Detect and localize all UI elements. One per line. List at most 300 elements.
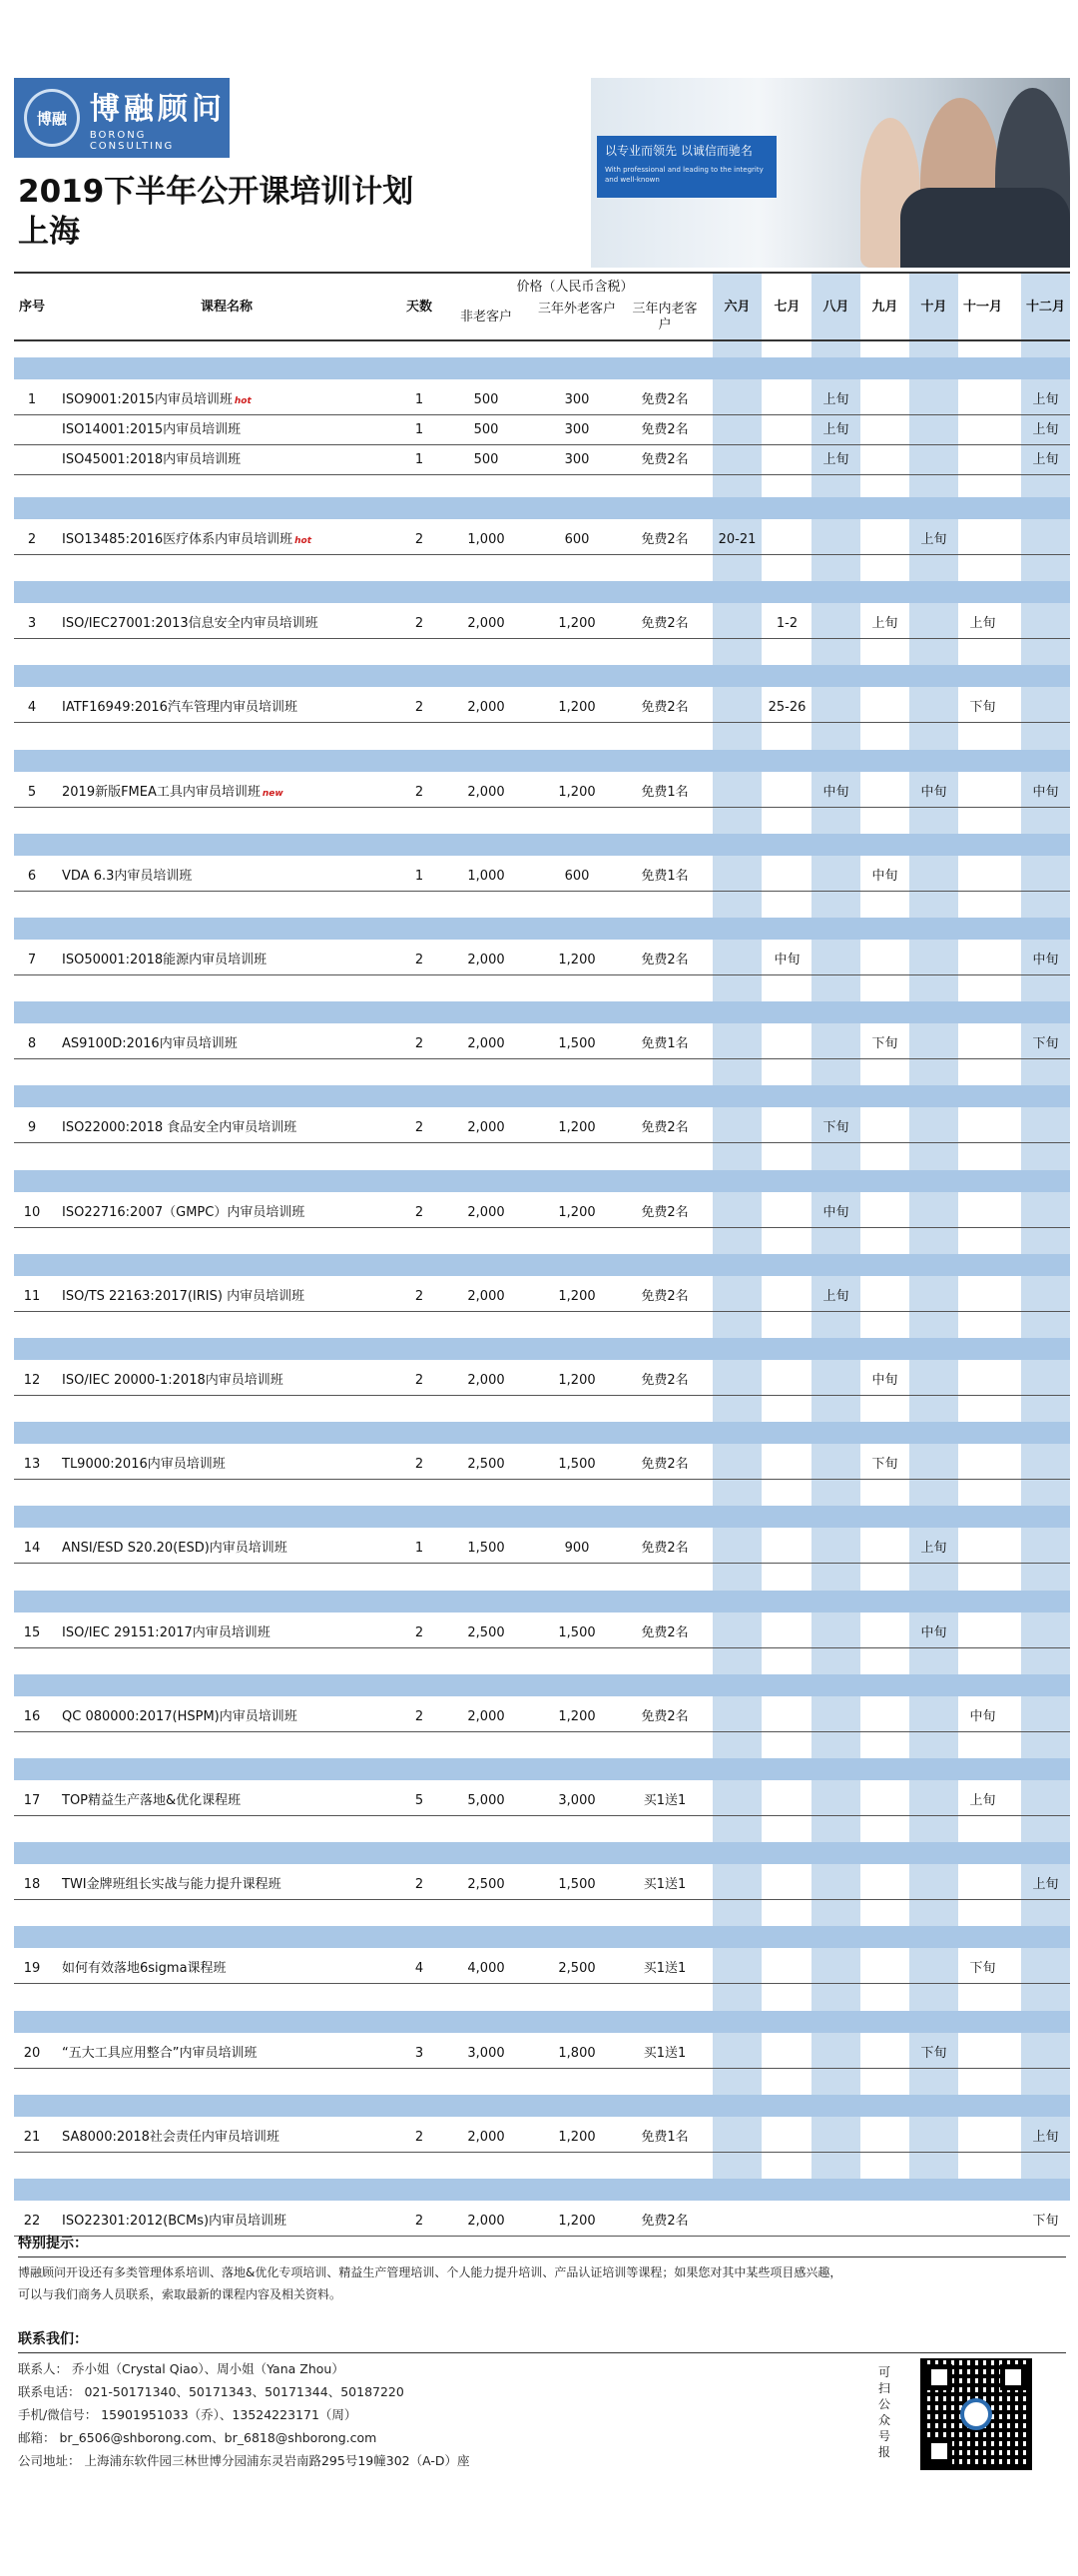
price-old-customer-3y-in: 免费1名: [641, 1036, 689, 1052]
course-name-cell[interactable]: [62, 385, 391, 415]
course-name-cell[interactable]: [62, 1786, 391, 1816]
schedule-cell: [909, 946, 958, 975]
course-days: 2: [414, 616, 424, 632]
schedule-cell: [763, 1786, 811, 1816]
schedule-cell: [958, 385, 1007, 415]
schedule-cell: [860, 1113, 909, 1143]
price-old-customer-3y-in: 免费2名: [641, 1457, 689, 1473]
course-days: 2: [414, 1036, 424, 1052]
schedule-cell: 中旬: [920, 784, 947, 800]
schedule-cell: [958, 1534, 1007, 1564]
course-name-cell[interactable]: [62, 1366, 391, 1396]
schedule-cell: [811, 1450, 860, 1480]
price-new-customer: 1,000: [467, 868, 505, 884]
group-separator-bar: [14, 750, 1070, 772]
table-row: [14, 1029, 1070, 1059]
row-number: 14: [23, 1541, 41, 1557]
schedule-cell: 下旬: [1032, 2214, 1059, 2229]
course-name-cell[interactable]: [62, 445, 391, 475]
schedule-cell: [811, 1366, 860, 1396]
price-old-customer-3y-out: 1,500: [558, 1877, 596, 1893]
price-old-customer-3y-out: 1,500: [558, 1457, 596, 1473]
course-days: 2: [414, 953, 424, 967]
schedule-cell: 上旬: [920, 532, 947, 547]
course-name-cell[interactable]: [62, 2039, 391, 2069]
schedule-cell: 中旬: [822, 784, 849, 800]
row-number: 9: [27, 1120, 37, 1136]
table-header: [14, 272, 1070, 341]
contact-address: 公司地址： 上海浦东软件园三林世博分园浦东灵岩南路295号19幢302（A-D）座: [18, 2453, 470, 2468]
header-month: 七月: [774, 300, 801, 315]
group-separator-bar: [14, 1506, 1070, 1528]
group-separator-bar: [14, 1591, 1070, 1612]
schedule-cell: [713, 1366, 762, 1396]
schedule-cell: 上旬: [969, 1793, 996, 1808]
price-new-customer: 3,000: [467, 2045, 505, 2061]
table-row: [14, 946, 1070, 975]
row-number: 3: [27, 616, 37, 632]
schedule-cell: [958, 1282, 1007, 1312]
course-days: 2: [414, 2214, 424, 2229]
schedule-cell: 中旬: [774, 953, 801, 967]
schedule-cell: [713, 609, 762, 639]
schedule-cell: [958, 1198, 1007, 1228]
schedule-cell: [763, 1113, 811, 1143]
price-old-customer-3y-out: 1,200: [558, 2129, 596, 2145]
header-month: 十一月: [962, 300, 1002, 315]
header-month: 九月: [871, 300, 898, 315]
schedule-cell: 上旬: [871, 616, 898, 632]
schedule-cell: [763, 862, 811, 892]
course-name: ISO22716:2007（GMPC）内审员培训班: [62, 1204, 305, 1220]
schedule-cell: [811, 609, 860, 639]
schedule-cell: [763, 778, 811, 808]
header-name: 课程名称: [200, 300, 253, 315]
course-name-cell[interactable]: [62, 1702, 391, 1732]
schedule-cell: 中旬: [822, 1204, 849, 1220]
schedule-cell: 上旬: [920, 1541, 947, 1557]
schedule-cell: [1021, 1282, 1070, 1312]
group-separator-bar: [14, 1758, 1070, 1780]
schedule-cell: [958, 525, 1007, 555]
price-old-customer-3y-in: 免费1名: [641, 2129, 689, 2145]
price-old-customer-3y-in: 免费2名: [641, 1120, 689, 1136]
price-old-customer-3y-out: 300: [564, 452, 590, 467]
course-name: TL9000:2016内审员培训班: [62, 1457, 226, 1473]
price-old-customer-3y-out: 300: [564, 392, 590, 407]
course-days: 2: [414, 1877, 424, 1893]
course-name: ISO45001:2018内审员培训班: [62, 452, 242, 467]
course-name-cell[interactable]: [62, 1534, 391, 1564]
schedule-cell: [860, 693, 909, 723]
schedule-cell: [1021, 1534, 1070, 1564]
schedule-cell: [909, 1870, 958, 1900]
group-separator-bar: [14, 1422, 1070, 1444]
course-name-cell[interactable]: [62, 778, 391, 808]
schedule-cell: [713, 1113, 762, 1143]
price-new-customer: 2,000: [467, 953, 505, 967]
course-name: ISO14001:2015内审员培训班: [62, 422, 242, 437]
schedule-cell: [1021, 1954, 1070, 1984]
price-new-customer: 2,000: [467, 784, 505, 800]
schedule-cell: [1021, 862, 1070, 892]
contact-email[interactable]: 邮箱： br_6506@shborong.com、br_6818@shborong.com: [18, 2430, 377, 2445]
price-old-customer-3y-out: 1,200: [558, 700, 596, 716]
price-new-customer: 2,000: [467, 1036, 505, 1052]
course-name: ISO/IEC 29151:2017内审员培训班: [62, 1624, 270, 1640]
schedule-cell: [763, 2039, 811, 2069]
schedule-cell: 上旬: [1032, 1877, 1059, 1893]
header-month: 八月: [822, 300, 849, 315]
course-name-cell[interactable]: [62, 1198, 391, 1228]
price-old-customer-3y-out: 1,500: [558, 1036, 596, 1052]
schedule-cell: 上旬: [1032, 452, 1059, 467]
special-notes: [18, 2233, 1066, 2305]
schedule-cell: [713, 693, 762, 723]
price-old-customer-3y-out: 600: [564, 868, 590, 884]
schedule-cell: [860, 445, 909, 475]
price-old-customer-3y-out: 300: [564, 422, 590, 437]
course-name-cell[interactable]: [62, 1282, 391, 1312]
schedule-cell: [763, 1450, 811, 1480]
course-name: 2019新版FMEA工具内审员培训班: [62, 784, 261, 800]
table-row: [14, 2123, 1070, 2153]
course-days: 2: [414, 532, 424, 547]
course-days: 2: [414, 2129, 424, 2145]
schedule-cell: [1021, 609, 1070, 639]
schedule-cell: [860, 1954, 909, 1984]
group-separator-bar: [14, 2011, 1070, 2033]
schedule-cell: [909, 693, 958, 723]
price-old-customer-3y-in: 免费2名: [641, 452, 689, 467]
table-row: [14, 1870, 1070, 1900]
course-name-cell[interactable]: [62, 693, 391, 723]
price-old-customer-3y-in: 免费1名: [641, 784, 689, 800]
price-new-customer: 2,000: [467, 700, 505, 716]
price-old-customer-3y-in: 免费2名: [641, 422, 689, 437]
schedule-cell: [860, 2039, 909, 2069]
row-number: 2: [27, 532, 37, 547]
group-separator-bar: [14, 1085, 1070, 1107]
table-row: [14, 1198, 1070, 1228]
schedule-cell: [860, 1618, 909, 1648]
schedule-cell: [713, 862, 762, 892]
table-row: [14, 1366, 1070, 1396]
table-row: [14, 445, 1070, 475]
schedule-cell: [763, 1954, 811, 1984]
row-number: 15: [23, 1624, 41, 1640]
schedule-cell: 上旬: [822, 422, 849, 437]
schedule-cell: [713, 1450, 762, 1480]
header-month: 十月: [920, 300, 947, 315]
price-old-customer-3y-in: 免费2名: [641, 1541, 689, 1557]
schedule-cell: [811, 525, 860, 555]
course-name: ISO/IEC27001:2013信息安全内审员培训班: [62, 616, 318, 632]
group-separator-bar: [14, 1001, 1070, 1023]
course-name: TOP精益生产落地&优化课程班: [62, 1793, 242, 1808]
course-name: “五大工具应用整合”内审员培训班: [62, 2045, 258, 2061]
schedule-cell: [860, 778, 909, 808]
course-name-cell[interactable]: [62, 1954, 391, 1984]
schedule-cell: 上旬: [1032, 422, 1059, 437]
course-days: 2: [414, 1373, 424, 1388]
schedule-cell: 下旬: [969, 700, 996, 716]
row-number: [14, 445, 50, 475]
row-number: 4: [27, 700, 37, 716]
schedule-cell: [763, 1198, 811, 1228]
row-number: 18: [23, 1877, 41, 1893]
schedule-cell: [909, 1786, 958, 1816]
course-name-cell[interactable]: [62, 1618, 391, 1648]
course-name-cell[interactable]: [62, 1450, 391, 1480]
price-old-customer-3y-out: 2,500: [558, 1961, 596, 1977]
table-row: [14, 1786, 1070, 1816]
schedule-cell: [909, 1029, 958, 1059]
company-logo: [14, 78, 230, 158]
qr-label: 可扫公众号报: [877, 2365, 890, 2459]
course-name-cell[interactable]: [62, 609, 391, 639]
schedule-cell: [713, 778, 762, 808]
schedule-cell: [860, 1786, 909, 1816]
table-row: [14, 1450, 1070, 1480]
schedule-cell: [713, 445, 762, 475]
course-name: ISO/TS 22163:2017(IRIS) 内审员培训班: [62, 1288, 305, 1304]
schedule-cell: [763, 1618, 811, 1648]
table-row: [14, 609, 1070, 639]
table-row: [14, 415, 1070, 445]
schedule-cell: 中旬: [920, 1624, 947, 1640]
schedule-cell: [811, 862, 860, 892]
schedule-cell: [860, 1282, 909, 1312]
notes-line-2: 可以与我们商务人员联系，索取最新的课程内容及相关资料。: [18, 2287, 342, 2301]
header-price-new: 非老客户: [459, 310, 512, 324]
course-days: 2: [414, 1457, 424, 1473]
price-old-customer-3y-out: 1,200: [558, 784, 596, 800]
schedule-cell: [909, 609, 958, 639]
row-number: 12: [23, 1373, 41, 1388]
schedule-cell: 20-21: [718, 532, 757, 547]
course-days: 2: [414, 700, 424, 716]
schedule-cell: [1021, 1113, 1070, 1143]
price-old-customer-3y-out: 1,200: [558, 1204, 596, 1220]
schedule-cell: [713, 1870, 762, 1900]
month-column-band: [909, 272, 958, 2199]
notes-title: 特别提示：: [18, 2233, 1066, 2257]
course-tag-badge: hot: [294, 536, 312, 546]
contact-mobile: 手机/微信号： 15901951033（乔）、13524223171（周）: [18, 2407, 357, 2422]
schedule-cell: 上旬: [1032, 2129, 1059, 2145]
schedule-cell: [909, 1954, 958, 1984]
schedule-cell: [811, 1534, 860, 1564]
month-column-band: [1021, 272, 1070, 2199]
table-row: [14, 1282, 1070, 1312]
schedule-cell: [909, 1702, 958, 1732]
price-old-customer-3y-in: 免费2名: [641, 1624, 689, 1640]
schedule-cell: [958, 1366, 1007, 1396]
header-month: 十二月: [1025, 300, 1065, 315]
schedule-cell: [860, 1198, 909, 1228]
course-days: 1: [414, 422, 424, 437]
title-block: [18, 172, 413, 252]
price-old-customer-3y-out: 600: [564, 532, 590, 547]
group-separator-bar: [14, 581, 1070, 603]
price-old-customer-3y-in: 免费2名: [641, 532, 689, 547]
price-new-customer: 4,000: [467, 1961, 505, 1977]
course-name-cell[interactable]: [62, 946, 391, 975]
schedule-cell: 下旬: [969, 1961, 996, 1977]
course-name-cell[interactable]: [62, 1870, 391, 1900]
schedule-cell: [763, 1702, 811, 1732]
schedule-cell: [713, 946, 762, 975]
group-separator-bar: [14, 1842, 1070, 1864]
schedule-cell: [763, 1366, 811, 1396]
schedule-cell: [811, 1870, 860, 1900]
schedule-cell: [860, 385, 909, 415]
schedule-cell: [860, 2123, 909, 2153]
course-name-cell[interactable]: [62, 862, 391, 892]
group-separator-bar: [14, 834, 1070, 856]
schedule-cell: 下旬: [1032, 1036, 1059, 1052]
price-old-customer-3y-out: 1,200: [558, 1373, 596, 1388]
price-old-customer-3y-in: 免费2名: [641, 1204, 689, 1220]
schedule-cell: 中旬: [871, 1373, 898, 1388]
schedule-cell: [958, 1618, 1007, 1648]
table-row: [14, 385, 1070, 415]
course-name-cell[interactable]: [62, 525, 391, 555]
price-new-customer: 2,500: [467, 1624, 505, 1640]
banner-slogan: 以专业而领先 以诚信而驰名: [605, 144, 753, 158]
course-name: ISO22301:2012(BCMs)内审员培训班: [62, 2214, 287, 2229]
schedule-cell: [713, 415, 762, 445]
schedule-cell: [860, 1702, 909, 1732]
schedule-cell: [763, 415, 811, 445]
price-new-customer: 2,000: [467, 2214, 505, 2229]
notes-line-1: 博融顾问开设还有多类管理体系培训、落地&优化专项培训、精益生产管理培训、个人能力提升培训、产品认证培训等课程；如果您对其中某些项目感兴趣，: [18, 2265, 842, 2279]
price-old-customer-3y-in: 免费2名: [641, 953, 689, 967]
header-price-group: 价格（人民币含税）: [516, 280, 634, 295]
schedule-cell: [713, 1198, 762, 1228]
price-old-customer-3y-in: 免费2名: [641, 700, 689, 716]
course-tag-badge: hot: [234, 396, 252, 406]
course-name: ISO22000:2018 食品安全内审员培训班: [62, 1120, 297, 1136]
schedule-cell: [763, 2123, 811, 2153]
price-new-customer: 2,000: [467, 2129, 505, 2145]
course-days: 2: [414, 784, 424, 800]
schedule-cell: [763, 1029, 811, 1059]
schedule-cell: 下旬: [920, 2045, 947, 2061]
group-separator-bar: [14, 497, 1070, 519]
price-old-customer-3y-out: 1,200: [558, 1708, 596, 1724]
price-old-customer-3y-out: 900: [564, 1541, 590, 1557]
schedule-cell: 下旬: [871, 1036, 898, 1052]
price-new-customer: 2,500: [467, 1877, 505, 1893]
schedule-cell: [958, 862, 1007, 892]
course-days: 1: [414, 868, 424, 884]
schedule-cell: [713, 1702, 762, 1732]
qr-code-icon[interactable]: [920, 2358, 1032, 2470]
course-name: ISO9001:2015内审员培训班: [62, 392, 233, 407]
price-old-customer-3y-in: 买1送1: [643, 1961, 687, 1977]
table-row: [14, 1954, 1070, 1984]
course-name-cell[interactable]: [62, 2123, 391, 2153]
schedule-cell: [909, 1366, 958, 1396]
schedule-cell: [958, 1113, 1007, 1143]
price-old-customer-3y-out: 3,000: [558, 1793, 596, 1808]
price-old-customer-3y-in: 免费2名: [641, 1288, 689, 1304]
schedule-cell: [909, 415, 958, 445]
schedule-cell: [713, 1534, 762, 1564]
schedule-cell: [811, 946, 860, 975]
header-no: 序号: [18, 300, 45, 315]
schedule-cell: [909, 1198, 958, 1228]
schedule-cell: 上旬: [822, 452, 849, 467]
price-new-customer: 2,000: [467, 616, 505, 632]
schedule-cell: 上旬: [969, 616, 996, 632]
row-number: 8: [27, 1036, 37, 1052]
row-number: 16: [23, 1708, 41, 1724]
schedule-cell: [958, 946, 1007, 975]
group-separator-bar: [14, 1674, 1070, 1696]
row-number: 7: [27, 953, 37, 967]
schedule-cell: [958, 2039, 1007, 2069]
schedule-cell: 中旬: [1032, 953, 1059, 967]
price-old-customer-3y-out: 1,800: [558, 2045, 596, 2061]
course-name: VDA 6.3内审员培训班: [62, 868, 193, 884]
table-row: [14, 1534, 1070, 1564]
course-name-cell[interactable]: [62, 1113, 391, 1143]
price-new-customer: 2,000: [467, 1120, 505, 1136]
schedule-cell: 下旬: [871, 1457, 898, 1473]
course-days: 2: [414, 1288, 424, 1304]
course-name: QC 080000:2017(HSPM)内审员培训班: [62, 1708, 297, 1724]
table-row: [14, 693, 1070, 723]
schedule-cell: [909, 445, 958, 475]
course-days: 2: [414, 1708, 424, 1724]
schedule-cell: [713, 1786, 762, 1816]
group-separator-bar: [14, 1254, 1070, 1276]
price-new-customer: 2,000: [467, 1708, 505, 1724]
price-old-customer-3y-in: 买1送1: [643, 2045, 687, 2061]
price-old-customer-3y-out: 1,200: [558, 2214, 596, 2229]
course-name-cell[interactable]: [62, 415, 391, 445]
schedule-cell: [763, 1282, 811, 1312]
schedule-cell: [958, 445, 1007, 475]
schedule-cell: [713, 2039, 762, 2069]
group-separator-bar: [14, 2179, 1070, 2201]
schedule-cell: [811, 693, 860, 723]
course-name-cell[interactable]: [62, 1029, 391, 1059]
banner-slogan-box: [597, 136, 777, 198]
schedule-cell: [811, 1954, 860, 1984]
schedule-cell: 下旬: [822, 1120, 849, 1136]
course-name: ANSI/ESD S20.20(ESD)内审员培训班: [62, 1541, 287, 1557]
contact-title: 联系我们：: [18, 2328, 1066, 2353]
course-days: 2: [414, 1624, 424, 1640]
row-number: 5: [27, 784, 37, 800]
row-number: 19: [23, 1961, 41, 1977]
table-row: [14, 1618, 1070, 1648]
course-days: 1: [414, 392, 424, 407]
row-number: 22: [23, 2214, 41, 2229]
schedule-cell: 中旬: [871, 868, 898, 884]
schedule-cell: 上旬: [822, 1288, 849, 1304]
table-row: [14, 2039, 1070, 2069]
header-month: 六月: [724, 300, 751, 315]
table-row: [14, 778, 1070, 808]
header-price-old-out: 三年外老客户: [537, 302, 616, 317]
schedule-cell: [763, 1870, 811, 1900]
group-separator-bar: [14, 357, 1070, 379]
